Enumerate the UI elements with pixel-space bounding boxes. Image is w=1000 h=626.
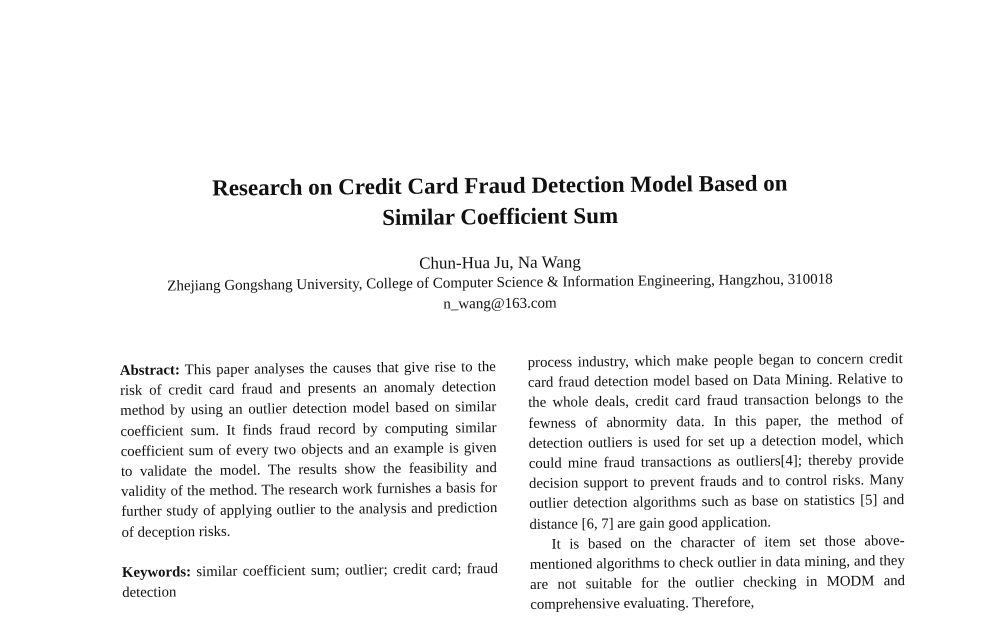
paper-title — [0, 166, 1000, 237]
abstract-text: This paper analyses the causes that give rise to the risk of credit card fraud and presents an anomaly detection method by using an outlier detection model based on similar coefficient sum. It finds fraud record by computing similar coefficient sum of every two objects and an example is given to validate the model. The results show the feasibility and validity of the method. The research work furnishes a basis for further study of applying outlier to the analysis and prediction of deception risks. — [119, 359, 498, 541]
keywords-label: Keywords: — [121, 564, 192, 581]
title-line-2: Similar Coefficient Sum — [382, 202, 619, 231]
abstract-paragraph — [120, 357, 498, 543]
author-affiliation: Zhejiang Gongshang University, College of Computer Science & Information Engineering, Hangzhou, 310018 — [167, 271, 833, 295]
body-paragraph-2: It is based on the character of item set those above-mentioned algorithms to check outlier in data mining, and they are not suitable for the outlier checking in MODM and comprehensive evaluating. Therefore, — [529, 532, 906, 614]
abstract-label: Abstract: — [119, 362, 180, 379]
keywords-text: similar coefficient sum; outlier; credit card; fraud detection — [122, 560, 499, 601]
left-column — [120, 357, 499, 603]
title-line-1: Research on Credit Card Fraud Detection Model Based on — [212, 170, 788, 201]
keywords-paragraph — [122, 559, 498, 603]
right-column — [528, 349, 906, 616]
author-email: n_wang@163.com — [443, 295, 557, 313]
body-paragraph-1: process industry, which make people began to concern credit card fraud detection model based on Data Mining. Relative to the whole deals, credit card fraud transaction belongs to the fewness of abnormity data. In this paper, the method of detection outliers is used for set up a detection model, which could mine fraud transactions as outliers[4]; thereby provide decision support to prevent frauds and to control risks. Many outlier detection algorithms such as base on statistics [5] and distance [6, 7] are gain good application. — [527, 351, 905, 533]
author-names: Chun-Hua Ju, Na Wang — [419, 252, 581, 273]
